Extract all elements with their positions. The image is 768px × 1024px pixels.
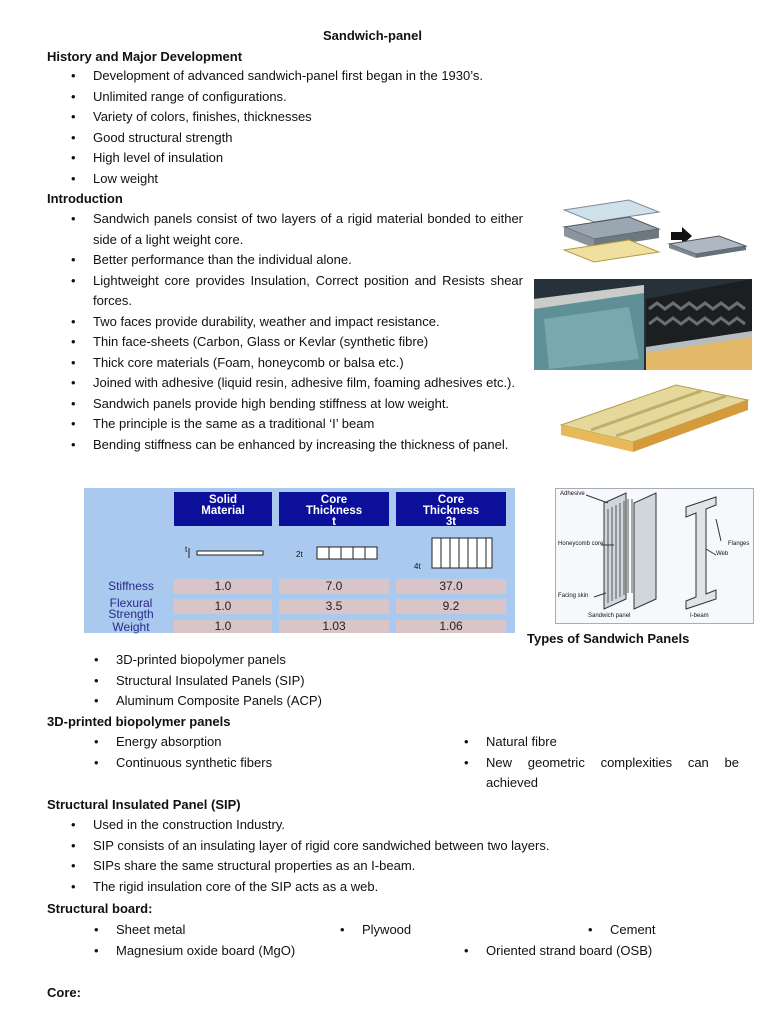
dimension-label: 2t [296,550,303,559]
list-item: • Development of advanced sandwich-panel first began in the 1930’s. [93,66,523,87]
list-item: • Cement [610,920,656,941]
exploded-panel-illustration [534,192,752,277]
bullet-icon: • [71,170,76,186]
bullet-icon: • [94,754,99,770]
list-item: • High level of insulation [93,148,523,169]
list-item: • Two faces provide durability, weather and impact resistance. [93,312,523,333]
bullet-icon: • [71,416,76,431]
core-t-diagram [289,534,385,576]
sandwich-vs-ibeam-diagram [555,488,754,624]
list-item: • Energy absorption [116,732,416,753]
dimension-label: 4t [414,562,421,571]
table-cell: 1.0 [174,599,272,614]
bullet-icon: • [94,734,99,749]
bullet-icon: • [71,878,76,894]
sip-list [71,815,613,897]
page-title: Sandwich-panel [323,28,422,43]
bullet-icon: • [71,129,76,145]
list-item: • Natural fibre [486,732,739,753]
types-list [94,650,516,712]
list-item: • The rigid insulation core of the SIP acts as a web. [93,877,613,898]
core-3t-diagram [404,532,504,578]
list-item: • Thin face-sheets (Carbon, Glass or Kevlar (synthetic fibre) [93,332,523,353]
bullet-icon: • [71,88,76,104]
bullet-icon: • [464,754,469,770]
bullet-icon: • [71,252,76,267]
bullet-icon: • [94,922,99,937]
list-item: • Unlimited range of configurations. [93,87,523,108]
core-cross-section-photo [534,279,752,370]
list-item: • Lightweight core provides Insulation, Correct position and Resists shear forces. [71,272,523,308]
bullet-icon: • [71,150,76,165]
list-item: • SIP consists of an insulating layer of rigid core sandwiched between two layers. [93,836,613,857]
table-cell: 1.03 [279,620,389,633]
list-item: • Thick core materials (Foam, honeycomb or balsa etc.) [93,353,523,374]
table-header: Solid Material [174,492,272,526]
list-item: • Continuous synthetic fibers [116,753,416,774]
bullet-icon: • [71,354,76,370]
diagram-label: Adhesive [560,491,585,497]
table-row-label: Stiffness [108,579,154,593]
bullet-icon: • [94,943,99,958]
list-item: • Low weight [93,169,523,190]
list-item: • The principle is the same as a traditional ‘I’ beam [93,414,523,435]
diagram-label: Web [716,551,729,557]
bullet-icon: • [464,734,469,749]
table-cell: 3.5 [279,599,389,614]
diagram-label: Facing skin [558,593,589,599]
list-item: • Sandwich panels consist of two layers of a rigid material bonded to either side of a light weight core. [71,211,523,247]
table-row-label: Flexural Strength [108,596,154,621]
table-header: Core Thickness 3t [396,492,506,526]
intro-list [71,209,523,455]
bullet-icon: • [71,817,76,832]
stiffness-comparison-table [84,488,515,633]
table-cell: 1.0 [174,579,272,594]
bullet-icon: • [71,334,76,349]
table-cell: 1.06 [396,620,506,633]
bullet-icon: • [94,652,99,667]
bullet-icon: • [71,313,76,329]
exploded-panel-image [534,192,752,277]
list-item: • Bending stiffness can be enhanced by increasing the thickness of panel. [93,435,553,456]
table-cell: 37.0 [396,579,506,594]
bullet-icon: • [340,922,345,937]
list-item: • Plywood [362,920,411,941]
dimension-label: t [185,545,188,554]
diagram-label: I-beam [690,613,709,619]
history-list [71,66,523,189]
list-item: • SIPs share the same structural properties as an I-beam. [93,856,613,877]
core-cross-section-illustration [534,279,752,370]
table-row-label: Weight [112,620,150,634]
table-cell: 1.0 [174,620,272,633]
biopolymer-heading: 3D-printed biopolymer panels [47,714,231,729]
types-caption: Types of Sandwich Panels [527,631,690,646]
list-item: • 3D-printed biopolymer panels [116,650,516,671]
list-item: • Better performance than the individual alone. [93,250,523,271]
bullet-icon: • [71,436,76,452]
list-item: • Oriented strand board (OSB) [486,941,652,962]
list-item: • Joined with adhesive (liquid resin, adhesive film, foaming adhesives etc.). [93,373,523,394]
bullet-icon: • [71,68,76,83]
solid-material-diagram [179,534,269,576]
list-item: • Magnesium oxide board (MgO) [116,941,295,962]
corrugated-panel-illustration [556,380,752,458]
list-item: • Sandwich panels provide high bending stiffness at low weight. [93,394,523,415]
list-item: • Variety of colors, finishes, thicknesses [93,107,523,128]
list-item: • Used in the construction Industry. [93,815,613,836]
list-item: • Structural Insulated Panels (SIP) [116,671,516,692]
core-heading: Core: [47,985,81,1000]
bullet-icon: • [71,837,76,853]
bullet-icon: • [464,943,469,958]
table-cell: 9.2 [396,599,506,614]
history-heading: History and Major Development [47,49,243,64]
diagram-label: Sandwich panel [588,613,631,619]
bullet-icon: • [71,272,76,288]
list-item: • Aluminum Composite Panels (ACP) [116,691,516,712]
intro-heading: Introduction [47,191,123,206]
list-item: • Sheet metal [116,920,185,941]
bullet-icon: • [71,109,76,124]
diagram-label: Flanges [728,541,750,547]
bullet-icon: • [71,858,76,873]
list-item: • Good structural strength [93,128,523,149]
bullet-icon: • [71,375,76,390]
bullet-icon: • [94,693,99,708]
table-cell: 7.0 [279,579,389,594]
list-item: • New geometric complexities can be achieved [464,754,739,790]
biopolymer-left-list [94,732,416,773]
bullet-icon: • [94,672,99,688]
table-header: Core Thickness t [279,492,389,526]
structural-board-heading: Structural board: [47,901,153,916]
diagram-label: Honeycomb core [558,541,604,547]
bullet-icon: • [71,211,76,226]
biopolymer-right-list [464,732,739,794]
corrugated-panel-image [556,380,752,458]
bullet-icon: • [71,395,76,411]
sip-heading: Structural Insulated Panel (SIP) [47,797,241,812]
bullet-icon: • [588,922,593,937]
